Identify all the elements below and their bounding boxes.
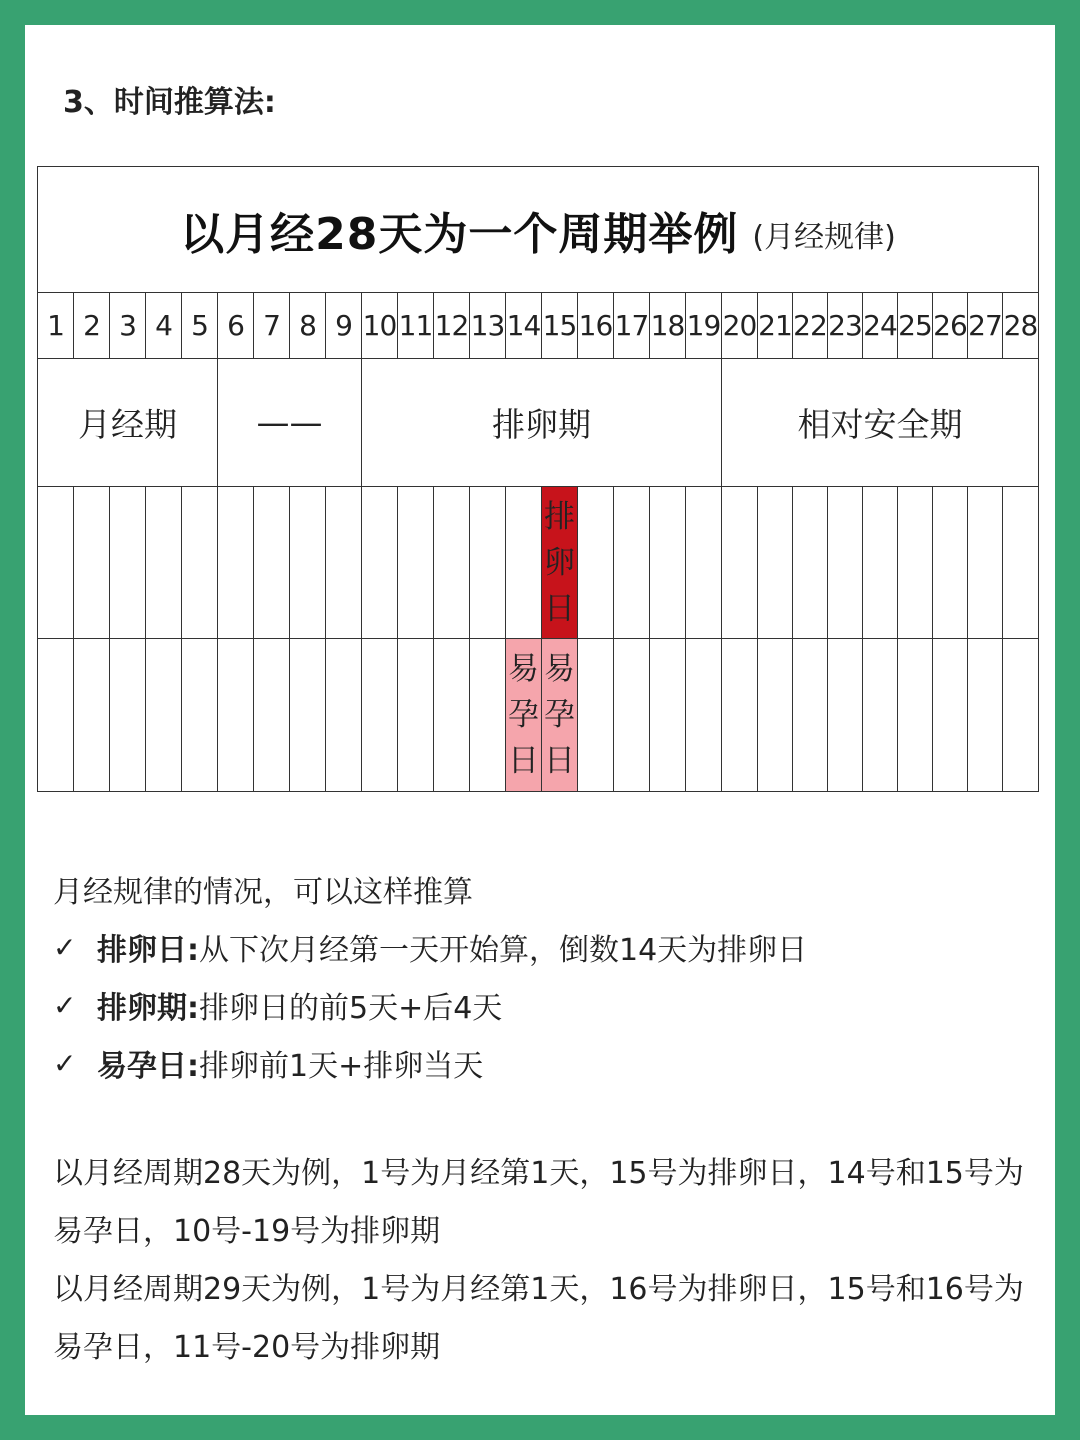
day-cell: 27 xyxy=(968,292,1003,358)
day-cell: 10 xyxy=(362,292,398,358)
empty-cell xyxy=(74,487,110,638)
day-cell: 14 xyxy=(506,292,542,358)
bullet-text: 排卵日的前5天+后4天 xyxy=(199,991,503,1026)
empty-cell xyxy=(758,487,793,638)
bullet-ovulation-day xyxy=(53,925,807,969)
day-cell: 22 xyxy=(793,292,828,358)
day-cell: 7 xyxy=(254,292,290,358)
empty-cell xyxy=(146,639,182,791)
empty-cell xyxy=(614,487,650,638)
empty-cell xyxy=(863,487,898,638)
empty-cell xyxy=(290,487,326,638)
phase-cell: 相对安全期 xyxy=(797,405,963,444)
check-icon: ✓ xyxy=(53,988,77,1022)
day-cell: 21 xyxy=(758,292,793,358)
fertile-day-cell-label: 易孕日 xyxy=(508,651,539,779)
day-cell: 18 xyxy=(650,292,686,358)
empty-cell xyxy=(182,639,218,791)
empty-cell xyxy=(898,487,933,638)
day-cell: 28 xyxy=(1003,308,1038,342)
empty-cell xyxy=(898,639,933,791)
empty-cell xyxy=(470,639,506,791)
empty-cell xyxy=(326,639,362,791)
day-cell: 26 xyxy=(933,292,968,358)
empty-cell xyxy=(793,487,828,638)
empty-cell xyxy=(362,487,398,638)
empty-cell xyxy=(398,487,434,638)
day-number-row xyxy=(38,292,1038,359)
day-cell: 1 xyxy=(38,292,74,358)
day-cell: 13 xyxy=(470,292,506,358)
bullet-ovulation-period xyxy=(53,983,502,1027)
phase-cell: 月经期 xyxy=(38,359,218,486)
phase-row xyxy=(38,359,1038,487)
empty-cell xyxy=(686,639,722,791)
empty-cell xyxy=(254,487,290,638)
empty-cell xyxy=(290,639,326,791)
empty-cell xyxy=(758,639,793,791)
check-icon: ✓ xyxy=(53,1046,77,1080)
day-cell: 24 xyxy=(863,292,898,358)
day-cell: 12 xyxy=(434,292,470,358)
bullet-label: 易孕日: xyxy=(97,1049,199,1084)
empty-cell xyxy=(506,487,542,638)
day-cell: 19 xyxy=(686,292,722,358)
empty-cell xyxy=(470,487,506,638)
empty-cell xyxy=(110,487,146,638)
empty-cell xyxy=(722,639,758,791)
empty-cell xyxy=(793,639,828,791)
fertile-day-cell xyxy=(506,639,542,791)
empty-cell xyxy=(863,639,898,791)
day-cell: 6 xyxy=(218,292,254,358)
empty-cell xyxy=(38,639,74,791)
bullet-label: 排卵日: xyxy=(97,933,199,968)
content-card xyxy=(25,25,1055,1415)
bullet-label: 排卵期: xyxy=(97,991,199,1026)
day-cell: 11 xyxy=(398,292,434,358)
day-cell: 25 xyxy=(898,292,933,358)
empty-cell xyxy=(74,639,110,791)
section-title: 3、时间推算法: xyxy=(63,85,276,120)
day-cell: 9 xyxy=(326,292,362,358)
day-cell: 17 xyxy=(614,292,650,358)
empty-cell xyxy=(254,639,290,791)
empty-cell xyxy=(326,487,362,638)
empty-cell xyxy=(686,487,722,638)
empty-cell xyxy=(1003,639,1038,791)
empty-cell xyxy=(578,639,614,791)
table-title-main: 以月经28天为一个周期举例 xyxy=(180,208,739,260)
day-cell: 5 xyxy=(182,292,218,358)
day-cell: 23 xyxy=(828,292,863,358)
empty-cell xyxy=(1003,487,1038,638)
empty-cell xyxy=(38,487,74,638)
empty-cell xyxy=(398,639,434,791)
empty-cell xyxy=(650,487,686,638)
empty-cell xyxy=(933,487,968,638)
day-cell: 16 xyxy=(578,292,614,358)
empty-cell xyxy=(146,487,182,638)
empty-cell xyxy=(110,639,146,791)
empty-cell xyxy=(650,639,686,791)
empty-cell xyxy=(218,639,254,791)
bullet-fertile-day xyxy=(53,1041,483,1085)
empty-cell xyxy=(434,487,470,638)
day-cell: 4 xyxy=(146,292,182,358)
example-29-days: 以月经周期29天为例，1号为月经第1天，16号为排卵日，15号和16号为易孕日，11号-20号为排卵期 xyxy=(53,1272,1024,1365)
day-cell: 15 xyxy=(542,292,578,358)
empty-cell xyxy=(968,487,1003,638)
empty-cell xyxy=(968,639,1003,791)
day-cell: 8 xyxy=(290,292,326,358)
empty-cell xyxy=(614,639,650,791)
empty-cell xyxy=(362,639,398,791)
fertile-day-cell xyxy=(542,639,578,791)
bullet-text: 从下次月经第一天开始算，倒数14天为排卵日 xyxy=(199,933,808,968)
empty-cell xyxy=(828,487,863,638)
fertile-day-row xyxy=(38,639,1038,791)
day-cell: 20 xyxy=(722,292,758,358)
empty-cell xyxy=(182,487,218,638)
example-28-days: 以月经周期28天为例，1号为月经第1天，15号为排卵日，14号和15号为易孕日，10号-19号为排卵期 xyxy=(53,1156,1024,1249)
day-cell: 3 xyxy=(110,292,146,358)
empty-cell xyxy=(933,639,968,791)
empty-cell xyxy=(722,487,758,638)
table-title-note: (月经规律) xyxy=(752,219,896,255)
check-icon: ✓ xyxy=(53,930,77,964)
ovulation-day-cell xyxy=(542,487,578,638)
bullet-text: 排卵前1天+排卵当天 xyxy=(199,1049,484,1084)
ovulation-day-cell-label: 排卵日 xyxy=(544,498,575,627)
empty-cell xyxy=(434,639,470,791)
ovulation-day-row xyxy=(38,487,1038,639)
phase-cell: —— xyxy=(218,359,362,486)
phase-cell: 排卵期 xyxy=(362,359,722,486)
empty-cell xyxy=(218,487,254,638)
intro-text: 月经规律的情况，可以这样推算 xyxy=(53,875,473,910)
empty-cell xyxy=(828,639,863,791)
empty-cell xyxy=(578,487,614,638)
fertile-day-cell-label: 易孕日 xyxy=(544,651,575,779)
day-cell: 2 xyxy=(74,292,110,358)
table-title xyxy=(38,167,1038,293)
cycle-table xyxy=(37,166,1039,792)
